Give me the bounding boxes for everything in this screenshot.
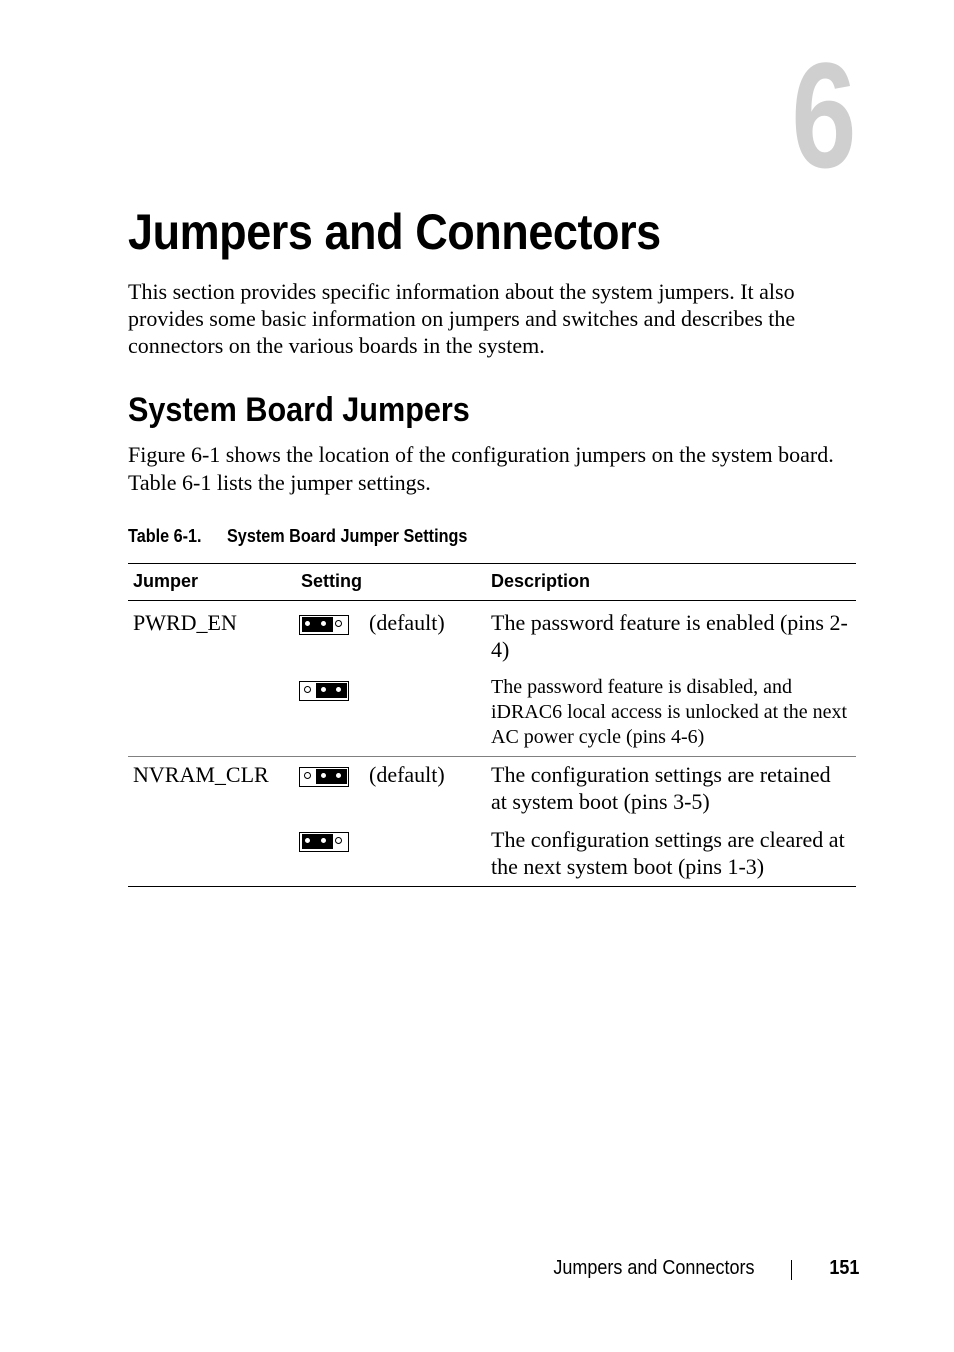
setting-cell: [296, 663, 486, 757]
section-title: System Board Jumpers: [128, 391, 470, 429]
table-row: [128, 815, 856, 887]
jumper-settings-table: [128, 563, 856, 887]
jumper-pins-2-3-bridged-icon: [299, 767, 349, 787]
chapter-intro: This section provides specific information about the system jumpers. It also provides some basic information on jumpers and switches and describes the connectors on the various boards in the system.: [128, 279, 796, 358]
table-caption-number: Table 6-1.: [128, 526, 202, 546]
section-intro: Figure 6-1 shows the location of the configuration jumpers on the system board. Table 6-1 lists the jumper settings.: [128, 442, 834, 495]
setting-cell: [296, 601, 486, 664]
table-caption-title: System Board Jumper Settings: [227, 526, 468, 546]
setting-description: The password feature is disabled, and iDRAC6 local access is unlocked at the next AC power cycle (pins 4-6): [486, 663, 856, 757]
table-header-row: [128, 564, 856, 601]
jumper-name: [128, 815, 296, 887]
jumper-name: NVRAM_CLR: [133, 762, 269, 787]
setting-description: The password feature is enabled (pins 2-4): [491, 610, 848, 662]
footer-title: Jumpers and Connectors: [552, 1257, 754, 1279]
setting-cell: [296, 757, 486, 816]
footer-separator: [791, 1260, 792, 1280]
setting-default-label: (default): [369, 610, 445, 635]
header-setting: Setting: [296, 564, 486, 601]
jumper-name: PWRD_EN: [133, 610, 237, 635]
table-row: [128, 663, 856, 757]
table-caption: [128, 524, 467, 548]
jumper-name: [128, 663, 296, 757]
setting-cell: [296, 815, 486, 887]
setting-description: The configuration settings are cleared at the next system boot (pins 1-3): [486, 815, 856, 887]
table-row: [128, 601, 856, 664]
page-number: 151: [828, 1257, 859, 1279]
setting-default-label: (default): [369, 762, 445, 787]
setting-description: The configuration settings are retained at system boot (pins 3-5): [491, 762, 831, 814]
jumper-pins-2-3-bridged-icon: [299, 681, 349, 701]
jumper-pins-1-2-bridged-icon: [299, 832, 349, 852]
table-row: [128, 757, 856, 816]
chapter-title: Jumpers and Connectors: [128, 204, 661, 260]
jumper-pins-1-2-bridged-icon: [299, 615, 349, 635]
header-jumper: Jumper: [128, 564, 296, 601]
chapter-number: 6: [790, 31, 856, 199]
header-description: Description: [486, 564, 856, 601]
